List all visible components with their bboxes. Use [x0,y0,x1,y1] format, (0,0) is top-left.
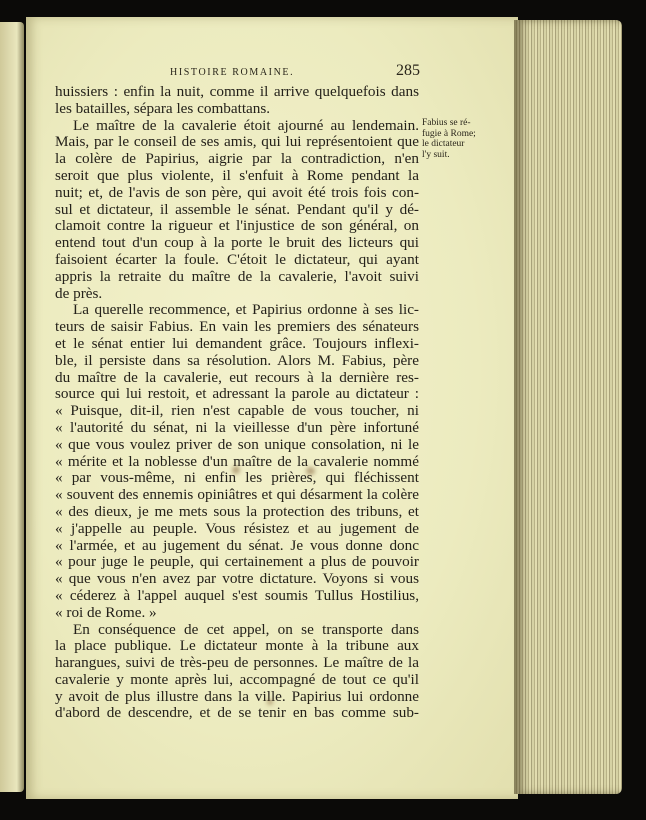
text-line: « Puisque, dit-il, rien n'est capable de vous toucher, ni [55,402,419,420]
text-line: « céderez à l'appel auquel s'est soumis Tullus Hostilius, [55,586,419,604]
text-line: La querelle recommence, et Papirius ordonne à ses lic- [73,301,419,319]
text-line: clamoit contre la rigueur et l'injustice de son général, on [55,217,419,235]
text-line: nuit; et, de l'avis de son père, qui avoit été trois fois con- [55,183,419,201]
body-text [55,84,419,722]
text-line: « des dieux, je me mets sous la protection des tribuns, et [55,502,419,520]
text-line: la colère de Papirius, aigrie par la contradiction, n'en [55,150,419,168]
text-line: du maître de la cavalerie, eut recours à la dernière res- [55,368,419,386]
text-line: « que vous voulez priver de son unique consolation, ni le [55,435,419,453]
text-line: d'abord de descendre, et de se tenir en bas comme sub- [55,704,419,722]
text-line: « j'appelle au peuple. Vous résistez et au jugement de [55,519,419,537]
margin-note-line: Fabius se ré- [422,118,471,128]
text-line: « l'armée, et au jugement du sénat. Je vous donne donc [55,536,419,554]
text-line: de près. [55,284,103,302]
margin-note-line: le dictateur [422,139,465,149]
text-line: la place publique. Le dictateur monte à la tribune aux [55,637,419,655]
page-header [140,64,420,84]
foxing-spot [232,466,240,474]
facing-page-edge [0,22,24,792]
running-title: HISTOIRE ROMAINE. [170,67,295,78]
text-line: huissiers : enfin la nuit, comme il arrive quelquefois dans [55,83,419,100]
foxing-spot [267,699,273,705]
text-line: En conséquence de cet appel, on se transporte dans [73,620,419,638]
text-line: teurs de saisir Fabius. En vain les premiers des sénateurs [55,318,419,336]
text-line: « souvent des ennemis opiniâtres et qui désarment la colère [55,486,419,504]
text-line: « roi de Rome. » [55,603,157,621]
text-line: y avoit de plus illustre dans la ville. Papirius lui ordonne [55,687,419,705]
margin-note-line: fugie à Rome; [422,128,476,139]
foxing-spot [306,467,315,475]
text-line: « mérite et la noblesse d'un maître de la cavalerie nommé [55,452,419,470]
text-line: entend tout d'un coup à la porte le bruit des licteurs qui [55,234,419,252]
text-line: source qui lui restoit, et adressant la parole au dictateur : [55,385,419,403]
text-line: Mais, par le conseil de ses amis, qui lui représentoient que [55,133,419,151]
margin-note [422,118,488,160]
text-line: « par vous-même, ni enfin les prières, qui fléchissent [55,469,419,487]
text-line: les batailles, sépara les combattans. [55,99,271,117]
text-line: seroit que plus violente, il s'enfuit à Rome pendant la [55,166,419,184]
text-line: Le maître de la cavalerie étoit ajourné au lendemain. [73,116,419,134]
text-line: cavalerie y monte après lui, accompagné de tout ce qu'il [55,670,419,688]
text-line: « pour juge le peuple, qui certainement a plus de pouvoir [55,553,419,571]
text-line: appris la retraite du maître de la cavalerie, l'avoit suivi [55,267,419,285]
text-line: et le sénat entier lui demandent grâce. Toujours inflexi- [55,334,419,352]
text-line: harangues, suivi de très-peu de personnes. Le maître de la [55,654,419,672]
page-block-edges [514,20,622,794]
margin-note-line: l'y suit. [422,149,450,160]
text-line: « que vous n'en avez par votre dictature. Voyons si vous [55,570,419,588]
page-number: 285 [396,62,420,79]
text-line: « l'autorité du sénat, ni la vieillesse d'un père infortuné [55,418,419,436]
text-line: ble, il persiste dans sa résolution. Alors M. Fabius, père [55,351,419,369]
text-line: faisoient écarter la foule. C'étoit le dictateur, qui ayant [55,250,419,268]
text-line: sul et dictateur, il assemble le sénat. Pendant qu'il y dé- [55,200,419,218]
